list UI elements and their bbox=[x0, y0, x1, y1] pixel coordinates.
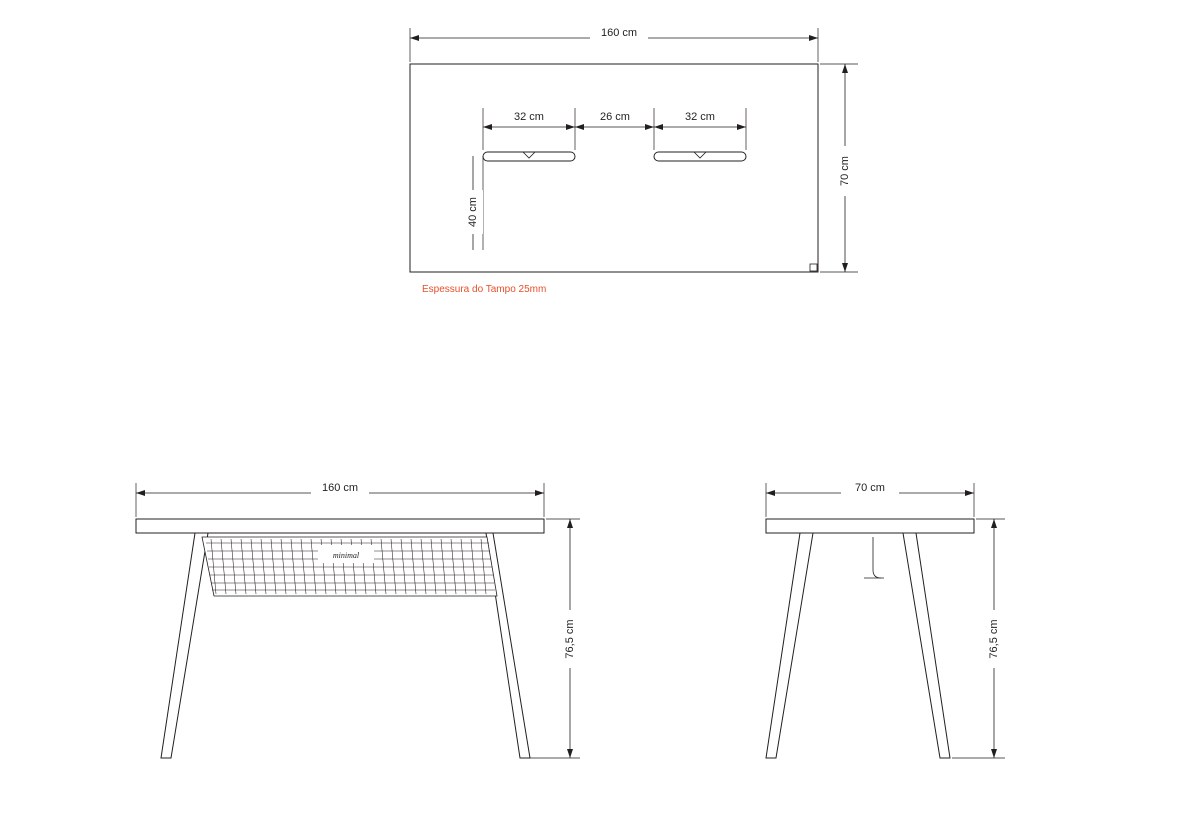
side-view bbox=[766, 482, 1005, 758]
dim-top-width-label: 160 cm bbox=[600, 26, 638, 39]
dim-right-slot-label: 32 cm bbox=[685, 110, 715, 123]
cable-slot-right bbox=[654, 152, 746, 161]
cable-hook-detail bbox=[864, 537, 884, 578]
dim-slot-offset-label: 40 cm bbox=[466, 197, 479, 227]
cable-slot-left bbox=[483, 152, 575, 161]
dim-front-width bbox=[136, 482, 544, 517]
front-view bbox=[136, 482, 580, 758]
dim-side-depth-label: 70 cm bbox=[855, 481, 885, 494]
brand-logo-text: minimal bbox=[332, 550, 360, 560]
top-view bbox=[410, 27, 858, 295]
dim-gap-label: 26 cm bbox=[600, 110, 630, 123]
dim-side-height-label: 76,5 cm bbox=[987, 619, 1000, 659]
front-tabletop bbox=[136, 519, 544, 533]
dim-front-height-label: 76,5 cm bbox=[563, 619, 576, 659]
modesty-panel bbox=[202, 537, 497, 596]
dim-left-slot-label: 32 cm bbox=[514, 110, 544, 123]
side-tabletop bbox=[766, 519, 974, 533]
dim-front-height bbox=[524, 519, 580, 758]
side-legs bbox=[766, 533, 950, 758]
dim-side-depth bbox=[766, 482, 974, 517]
dim-side-height bbox=[952, 519, 1005, 758]
dim-front-width-label: 160 cm bbox=[321, 481, 359, 494]
dim-top-depth bbox=[820, 64, 858, 272]
tabletop-outline bbox=[410, 64, 818, 272]
thickness-note: Espessura do Tampo 25mm bbox=[422, 284, 547, 295]
dim-top-depth-label: 70 cm bbox=[838, 156, 851, 186]
dim-top-width bbox=[410, 27, 818, 62]
